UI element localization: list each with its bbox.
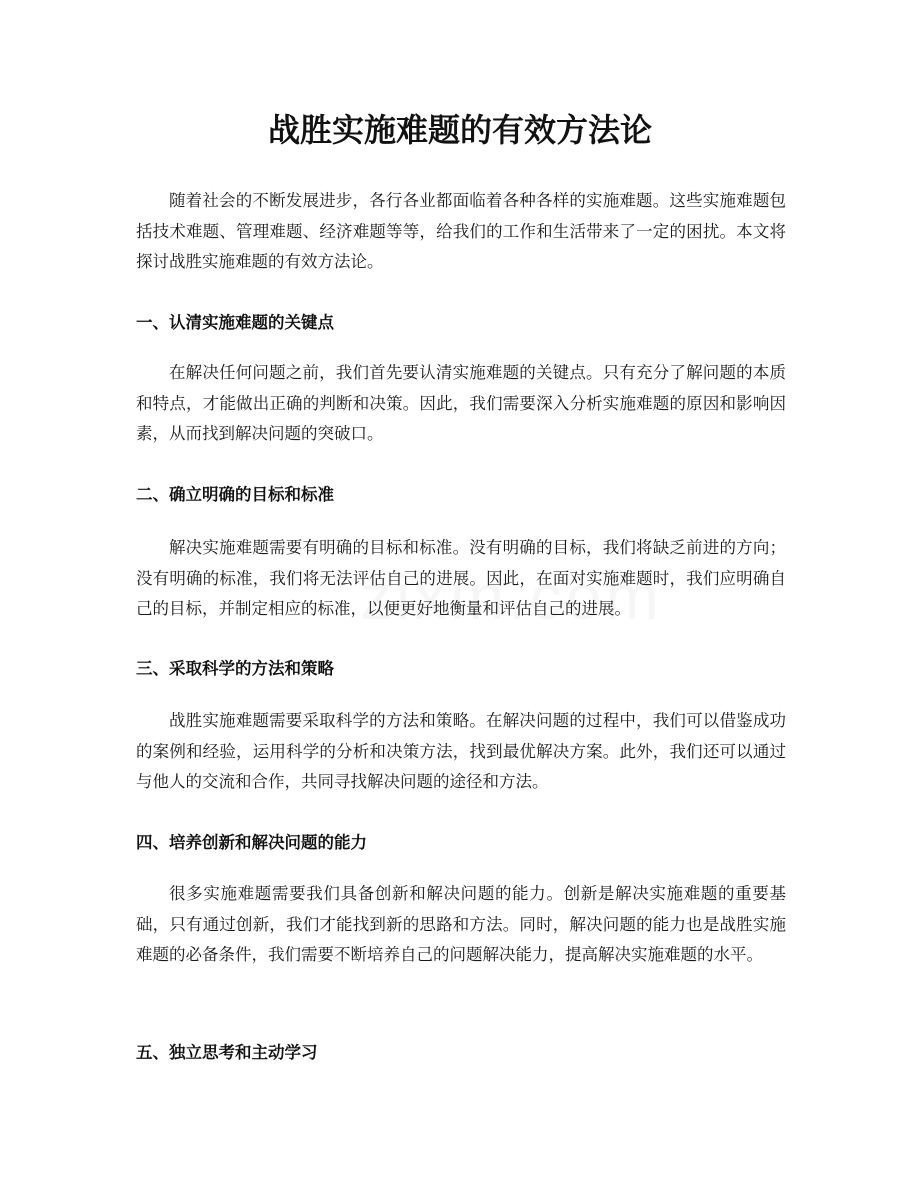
section-2-body: 解决实施难题需要有明确的目标和标准。没有明确的目标，我们将缺乏前进的方向；没有明确的标准，我们将无法评估自己的进展。因此，在面对实施难题时，我们应明确自己的目标，并制定相应的标准，以便更好地衡量和评估自己的进展。 bbox=[136, 538, 786, 618]
document-title: 战胜实施难题的有效方法论 bbox=[267, 111, 652, 149]
section-4-body: 很多实施难题需要我们具备创新和解决问题的能力。创新是解决实施难题的重要基础，只有通过创新，我们才能找到新的思路和方法。同时，解决问题的能力也是战胜实施难题的必备条件，我们需要不断培养自己的问题解决能力，提高解决实施难题的水平。 bbox=[136, 884, 786, 964]
section-3-body: 战胜实施难题需要采取科学的方法和策略。在解决问题的过程中，我们可以借鉴成功的案例和经验，运用科学的分析和决策方法，找到最优解决方案。此外，我们还可以通过与他人的交流和合作，共同寻找解决问题的途径和方法。 bbox=[136, 711, 786, 791]
section-1-heading: 一、认清实施难题的关键点 bbox=[136, 313, 334, 332]
section-5-heading: 五、独立思考和主动学习 bbox=[136, 1043, 318, 1062]
section-1-body: 在解决任何问题之前，我们首先要认清实施难题的关键点。只有充分了解问题的本质和特点，才能做出正确的判断和决策。因此，我们需要深入分析实施难题的原因和影响因素，从而找到解决问题的突破口。 bbox=[136, 363, 786, 443]
section-3-heading: 三、采取科学的方法和策略 bbox=[136, 659, 334, 678]
section-4-heading: 四、培养创新和解决问题的能力 bbox=[136, 833, 367, 852]
section-2-heading: 二、确立明确的目标和标准 bbox=[136, 485, 334, 504]
intro-paragraph: 随着社会的不断发展进步，各行各业都面临着各种各样的实施难题。这些实施难题包括技术难题、管理难题、经济难题等等，给我们的工作和生活带来了一定的困扰。本文将探讨战胜实施难题的有效方法论。 bbox=[136, 191, 786, 271]
